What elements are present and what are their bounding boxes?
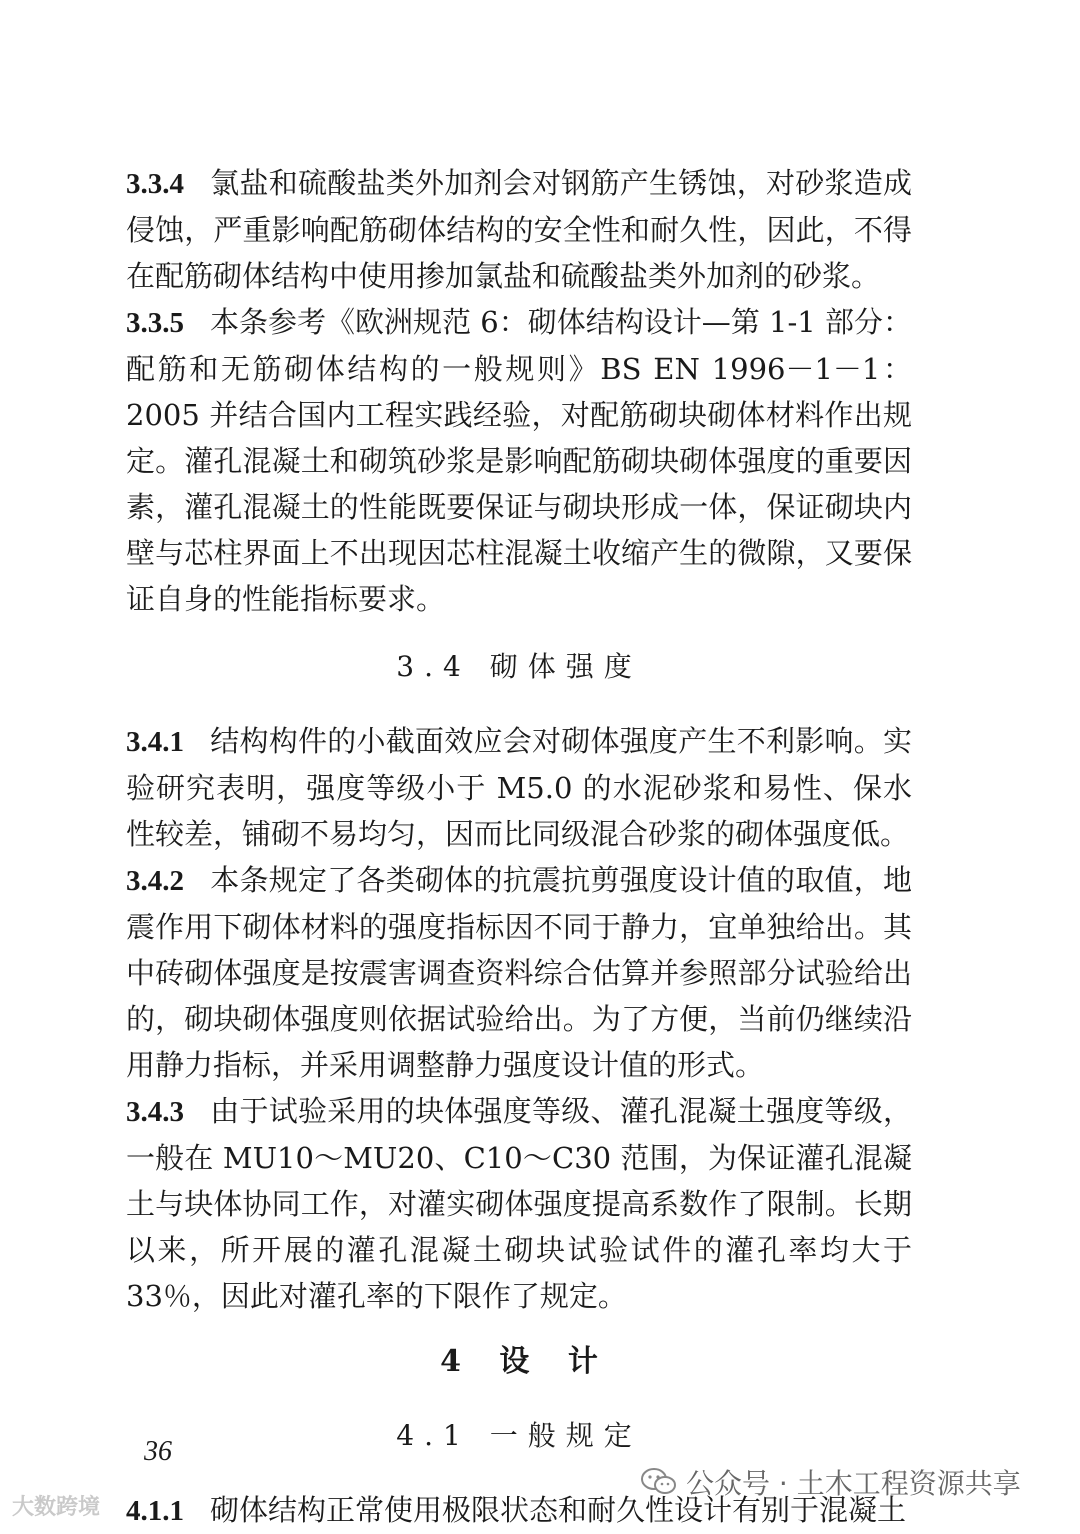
section-number: 3.3.5 [126, 307, 184, 339]
section-text: 本条规定了各类砌体的抗震抗剪强度设计值的取值，地震作用下砌体材料的强度指标因不同于静力，宜单独给出。其中砖砌体强度是按震害调查资料综合估算并参照部分试验给出的，砌块砌体强度则依据试验给出。为了方便，当前仍继续沿用静力指标，并采用调整静力强度设计值的形式。 [126, 863, 912, 1082]
section-number: 3.4.3 [126, 1096, 184, 1128]
section-number: 4.1.1 [126, 1495, 184, 1527]
section-number: 3.4.2 [126, 865, 184, 897]
section-text: 砌体结构正常使用极限状态和耐久性设计有别于混凝土 [210, 1493, 907, 1527]
section-3-4-1 [126, 718, 912, 857]
watermark-right-text: 公众号 · 土木工程资源共享 [686, 1467, 1021, 1500]
section-3-4-3 [126, 1088, 912, 1319]
watermark-right [640, 1462, 1021, 1502]
section-number: 3.3.4 [126, 168, 184, 200]
section-text: 结构构件的小截面效应会对砌体强度产生不利影响。实验研究表明，强度等级小于 M5.0 的水泥砂浆和易性、保水性较差，铺砌不易均匀，因而比同级混合砂浆的砌体强度低。 [126, 724, 912, 851]
heading-4-1: 4.1 一般规定 [396, 1419, 642, 1452]
section-3-4-2 [126, 857, 912, 1088]
section-3-3-5 [126, 299, 912, 622]
heading-3-4: 3.4 砌体强度 [396, 650, 642, 683]
section-3-3-4 [126, 160, 912, 299]
page-content [126, 160, 912, 1534]
page-number: 36 [144, 1436, 172, 1467]
chapter-heading: 4 设 计 [440, 1344, 598, 1379]
watermark-left: 大数跨境 [12, 1495, 101, 1520]
section-text: 由于试验采用的块体强度等级、灌孔混凝土强度等级，一般在 MU10～MU20、C10～C30 范围，为保证灌孔混凝土与块体协同工作，对灌实砌体强度提高系数作了限制。长期以来，所开展的灌孔混凝土砌块试验试件的灌孔率均大于 33％，因此对灌孔率的下限作了规定。 [126, 1094, 912, 1313]
section-text: 氯盐和硫酸盐类外加剂会对钢筋产生锈蚀，对砂浆造成侵蚀，严重影响配筋砌体结构的安全性和耐久性，因此，不得在配筋砌体结构中使用掺加氯盐和硫酸盐类外加剂的砂浆。 [126, 166, 912, 293]
wechat-icon [640, 1467, 678, 1497]
section-number: 3.4.1 [126, 726, 184, 758]
section-text: 本条参考《欧洲规范 6：砌体结构设计—第 1-1 部分：配筋和无筋砌体结构的一般规则》BS EN 1996－1－1：2005 并结合国内工程实践经验，对配筋砌块砌体材料作出规定。灌孔混凝土和砌筑砂浆是影响配筋砌块砌体强度的重要因素，灌孔混凝土的性能既要保证与砌块形成一体，保证砌块内壁与芯柱界面上不出现因芯柱混凝土收缩产生的微隙，又要保证自身的性能指标要求。 [126, 305, 912, 616]
